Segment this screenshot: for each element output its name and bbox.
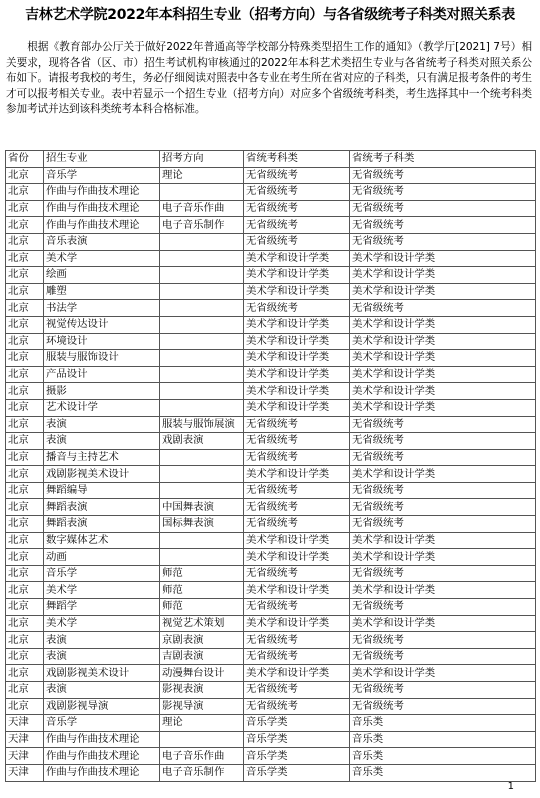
cell-province: 北京 <box>6 316 44 333</box>
table-row <box>6 549 536 566</box>
cell-direction: 电子音乐作曲 <box>160 200 244 217</box>
cell-direction: 动漫舞台设计 <box>160 665 244 682</box>
cell-province: 北京 <box>6 466 44 483</box>
cell-direction: 师范 <box>160 599 244 616</box>
cell-direction: 电子音乐作曲 <box>160 748 244 765</box>
table-row <box>6 316 536 333</box>
table-row <box>6 748 536 765</box>
cell-major: 视觉传达设计 <box>44 316 160 333</box>
cell-direction <box>160 350 244 367</box>
cell-major: 动画 <box>44 549 160 566</box>
cell-exam-category: 美术学和设计学类 <box>244 466 350 483</box>
cell-major: 作曲与作曲技术理论 <box>44 764 160 781</box>
table-row <box>6 267 536 284</box>
cell-direction: 理论 <box>160 167 244 184</box>
cell-province: 北京 <box>6 632 44 649</box>
cell-exam-subcategory: 美术学和设计学类 <box>350 333 536 350</box>
table-row <box>6 217 536 234</box>
cell-exam-subcategory: 无省级统考 <box>350 516 536 533</box>
table-header-row <box>6 151 536 168</box>
table-row <box>6 250 536 267</box>
cell-province: 北京 <box>6 416 44 433</box>
table-row <box>6 466 536 483</box>
cell-direction: 京剧表演 <box>160 632 244 649</box>
table-row <box>6 399 536 416</box>
table-row <box>6 233 536 250</box>
cell-province: 北京 <box>6 615 44 632</box>
cell-exam-category: 美术学和设计学类 <box>244 366 350 383</box>
table-row <box>6 333 536 350</box>
cell-exam-subcategory: 美术学和设计学类 <box>350 366 536 383</box>
cell-direction <box>160 399 244 416</box>
cell-major: 音乐学 <box>44 715 160 732</box>
cell-exam-subcategory: 美术学和设计学类 <box>350 532 536 549</box>
table-row <box>6 184 536 201</box>
cell-province: 北京 <box>6 300 44 317</box>
cell-exam-subcategory: 无省级统考 <box>350 482 536 499</box>
cell-province: 天津 <box>6 715 44 732</box>
cell-direction: 电子音乐制作 <box>160 764 244 781</box>
cell-major: 表演 <box>44 648 160 665</box>
cell-major: 表演 <box>44 632 160 649</box>
cell-exam-subcategory: 美术学和设计学类 <box>350 582 536 599</box>
cell-direction <box>160 333 244 350</box>
cell-exam-category: 无省级统考 <box>244 632 350 649</box>
cell-direction <box>160 482 244 499</box>
cell-exam-subcategory: 美术学和设计学类 <box>350 615 536 632</box>
cell-exam-category: 美术学和设计学类 <box>244 582 350 599</box>
cell-exam-category: 无省级统考 <box>244 217 350 234</box>
cell-major: 书法学 <box>44 300 160 317</box>
cell-province: 北京 <box>6 665 44 682</box>
table-row <box>6 283 536 300</box>
cell-major: 舞蹈编导 <box>44 482 160 499</box>
cell-exam-category: 无省级统考 <box>244 698 350 715</box>
cell-province: 北京 <box>6 532 44 549</box>
cell-exam-category: 音乐学类 <box>244 764 350 781</box>
cell-province: 北京 <box>6 233 44 250</box>
cell-direction <box>160 532 244 549</box>
cell-province: 北京 <box>6 333 44 350</box>
cell-province: 北京 <box>6 582 44 599</box>
cell-major: 环境设计 <box>44 333 160 350</box>
page-number: 1 <box>507 781 514 792</box>
cell-province: 北京 <box>6 167 44 184</box>
cell-exam-category: 无省级统考 <box>244 449 350 466</box>
cell-exam-category: 无省级统考 <box>244 200 350 217</box>
cell-major: 舞蹈表演 <box>44 516 160 533</box>
cell-exam-category: 美术学和设计学类 <box>244 399 350 416</box>
cell-exam-category: 无省级统考 <box>244 433 350 450</box>
cell-province: 北京 <box>6 499 44 516</box>
cell-exam-subcategory: 无省级统考 <box>350 565 536 582</box>
cell-major: 音乐学 <box>44 565 160 582</box>
intro-paragraph: 根据《教育部办公厅关于做好2022年普通高等学校部分特殊类型招生工作的通知》（教学厅[2021] 7号）相关要求，现将各省（区、市）招生考试机构审核通过的2022年本科艺术类招生专业与各省统考子科类对照关系公布如下。请报考我校的考生，务必仔细阅读对照表中各专业在考生所在省对应的子科类，只有满足报考条件的考生才可以报考相关专业。表中若显示一个招生专业（招考方向）对应多个省级统考科类，考生选择其中一个统考科类参加考试并达到该科类统考本科合格标准。 <box>6 41 532 116</box>
cell-exam-subcategory: 音乐类 <box>350 731 536 748</box>
cell-exam-category: 无省级统考 <box>244 300 350 317</box>
cell-direction <box>160 316 244 333</box>
cell-province: 北京 <box>6 599 44 616</box>
cell-exam-subcategory: 无省级统考 <box>350 416 536 433</box>
table-row <box>6 482 536 499</box>
cell-major: 美术学 <box>44 615 160 632</box>
table-row <box>6 383 536 400</box>
table-row <box>6 682 536 699</box>
cell-major: 产品设计 <box>44 366 160 383</box>
cell-province: 北京 <box>6 283 44 300</box>
cell-major: 舞蹈学 <box>44 599 160 616</box>
table-row <box>6 632 536 649</box>
cell-province: 北京 <box>6 549 44 566</box>
cell-exam-category: 音乐学类 <box>244 715 350 732</box>
cell-major: 数字媒体艺术 <box>44 532 160 549</box>
cell-exam-category: 美术学和设计学类 <box>244 532 350 549</box>
cell-province: 北京 <box>6 350 44 367</box>
table-row <box>6 599 536 616</box>
cell-exam-subcategory: 音乐类 <box>350 748 536 765</box>
cell-exam-subcategory: 无省级统考 <box>350 184 536 201</box>
cell-direction: 电子音乐制作 <box>160 217 244 234</box>
cell-exam-subcategory: 音乐类 <box>350 715 536 732</box>
cell-direction: 影视表演 <box>160 682 244 699</box>
cell-province: 北京 <box>6 682 44 699</box>
cell-province: 北京 <box>6 250 44 267</box>
table-row <box>6 731 536 748</box>
cell-exam-subcategory: 无省级统考 <box>350 698 536 715</box>
cell-province: 北京 <box>6 267 44 284</box>
cell-exam-subcategory: 美术学和设计学类 <box>350 665 536 682</box>
cell-exam-category: 音乐学类 <box>244 748 350 765</box>
table-row <box>6 200 536 217</box>
header-exam-category: 省统考科类 <box>244 151 350 168</box>
cell-exam-category: 无省级统考 <box>244 167 350 184</box>
cell-direction: 吉剧表演 <box>160 648 244 665</box>
cell-exam-category: 美术学和设计学类 <box>244 333 350 350</box>
cell-major: 艺术设计学 <box>44 399 160 416</box>
cell-exam-subcategory: 美术学和设计学类 <box>350 250 536 267</box>
table-row <box>6 582 536 599</box>
cell-direction <box>160 549 244 566</box>
cell-exam-category: 美术学和设计学类 <box>244 615 350 632</box>
cell-exam-subcategory: 无省级统考 <box>350 433 536 450</box>
table-row <box>6 449 536 466</box>
cell-province: 北京 <box>6 565 44 582</box>
cell-direction <box>160 731 244 748</box>
cell-province: 北京 <box>6 648 44 665</box>
cell-major: 作曲与作曲技术理论 <box>44 217 160 234</box>
cell-major: 表演 <box>44 416 160 433</box>
cell-direction: 师范 <box>160 582 244 599</box>
table-row <box>6 615 536 632</box>
cell-exam-category: 无省级统考 <box>244 499 350 516</box>
cell-exam-category: 美术学和设计学类 <box>244 665 350 682</box>
cell-direction <box>160 466 244 483</box>
cell-direction: 国标舞表演 <box>160 516 244 533</box>
cell-exam-subcategory: 无省级统考 <box>350 648 536 665</box>
cell-province: 北京 <box>6 433 44 450</box>
cell-major: 舞蹈表演 <box>44 499 160 516</box>
table-row <box>6 167 536 184</box>
cell-exam-subcategory: 美术学和设计学类 <box>350 350 536 367</box>
cell-exam-subcategory: 无省级统考 <box>350 233 536 250</box>
cell-direction: 师范 <box>160 565 244 582</box>
table-row <box>6 698 536 715</box>
cell-exam-category: 美术学和设计学类 <box>244 316 350 333</box>
cell-exam-subcategory: 无省级统考 <box>350 167 536 184</box>
cell-exam-category: 无省级统考 <box>244 682 350 699</box>
cell-exam-category: 无省级统考 <box>244 482 350 499</box>
cell-exam-subcategory: 无省级统考 <box>350 599 536 616</box>
cell-major: 作曲与作曲技术理论 <box>44 731 160 748</box>
header-exam-subcategory: 省统考子科类 <box>350 151 536 168</box>
cell-exam-category: 美术学和设计学类 <box>244 267 350 284</box>
cell-exam-subcategory: 美术学和设计学类 <box>350 549 536 566</box>
cell-exam-category: 美术学和设计学类 <box>244 549 350 566</box>
cell-province: 北京 <box>6 516 44 533</box>
cell-exam-category: 美术学和设计学类 <box>244 283 350 300</box>
cell-exam-category: 无省级统考 <box>244 516 350 533</box>
cell-exam-category: 无省级统考 <box>244 648 350 665</box>
cell-major: 音乐表演 <box>44 233 160 250</box>
cell-direction <box>160 366 244 383</box>
cell-province: 北京 <box>6 399 44 416</box>
table-row <box>6 350 536 367</box>
cell-exam-subcategory: 无省级统考 <box>350 449 536 466</box>
cell-major: 表演 <box>44 682 160 699</box>
cell-major: 美术学 <box>44 250 160 267</box>
cell-direction: 理论 <box>160 715 244 732</box>
cell-major: 作曲与作曲技术理论 <box>44 184 160 201</box>
cell-major: 摄影 <box>44 383 160 400</box>
cell-exam-category: 美术学和设计学类 <box>244 350 350 367</box>
cell-province: 北京 <box>6 366 44 383</box>
cell-direction <box>160 383 244 400</box>
table-row <box>6 366 536 383</box>
header-major: 招生专业 <box>44 151 160 168</box>
cell-exam-category: 无省级统考 <box>244 184 350 201</box>
table-row <box>6 764 536 781</box>
cell-exam-subcategory: 无省级统考 <box>350 499 536 516</box>
cell-major: 戏剧影视美术设计 <box>44 466 160 483</box>
table-row <box>6 665 536 682</box>
cell-province: 北京 <box>6 184 44 201</box>
cell-direction <box>160 283 244 300</box>
cell-direction <box>160 300 244 317</box>
cell-major: 表演 <box>44 433 160 450</box>
cell-province: 北京 <box>6 200 44 217</box>
cell-exam-category: 美术学和设计学类 <box>244 250 350 267</box>
page-title: 吉林艺术学院2022年本科招生专业（招考方向）与各省级统考子科类对照关系表 <box>25 7 515 23</box>
cell-direction: 中国舞表演 <box>160 499 244 516</box>
table-row <box>6 433 536 450</box>
cell-province: 天津 <box>6 731 44 748</box>
cell-province: 北京 <box>6 383 44 400</box>
cell-exam-category: 无省级统考 <box>244 233 350 250</box>
cell-exam-subcategory: 无省级统考 <box>350 217 536 234</box>
cell-major: 戏剧影视美术设计 <box>44 665 160 682</box>
cell-province: 北京 <box>6 217 44 234</box>
cell-direction <box>160 184 244 201</box>
cell-exam-category: 无省级统考 <box>244 565 350 582</box>
cell-major: 作曲与作曲技术理论 <box>44 748 160 765</box>
table-row <box>6 565 536 582</box>
cell-exam-subcategory: 美术学和设计学类 <box>350 383 536 400</box>
cell-major: 服装与服饰设计 <box>44 350 160 367</box>
cell-province: 北京 <box>6 449 44 466</box>
table-row <box>6 300 536 317</box>
cell-direction: 影视导演 <box>160 698 244 715</box>
cell-major: 播音与主持艺术 <box>44 449 160 466</box>
cell-exam-subcategory: 无省级统考 <box>350 682 536 699</box>
cell-exam-subcategory: 美术学和设计学类 <box>350 283 536 300</box>
cell-major: 戏剧影视导演 <box>44 698 160 715</box>
cell-direction <box>160 449 244 466</box>
cell-exam-subcategory: 音乐类 <box>350 764 536 781</box>
cell-major: 作曲与作曲技术理论 <box>44 200 160 217</box>
cell-exam-subcategory: 美术学和设计学类 <box>350 267 536 284</box>
table-row <box>6 416 536 433</box>
cell-direction: 视觉艺术策划 <box>160 615 244 632</box>
cell-exam-category: 音乐学类 <box>244 731 350 748</box>
header-direction: 招考方向 <box>160 151 244 168</box>
mapping-table <box>5 150 536 782</box>
cell-exam-subcategory: 美术学和设计学类 <box>350 466 536 483</box>
table-row <box>6 516 536 533</box>
cell-direction <box>160 267 244 284</box>
cell-major: 音乐学 <box>44 167 160 184</box>
cell-exam-subcategory: 无省级统考 <box>350 632 536 649</box>
table-row <box>6 715 536 732</box>
cell-exam-subcategory: 美术学和设计学类 <box>350 399 536 416</box>
cell-direction <box>160 233 244 250</box>
cell-direction: 戏剧表演 <box>160 433 244 450</box>
cell-exam-category: 美术学和设计学类 <box>244 383 350 400</box>
cell-exam-category: 无省级统考 <box>244 416 350 433</box>
cell-major: 绘画 <box>44 267 160 284</box>
cell-direction <box>160 250 244 267</box>
cell-exam-subcategory: 无省级统考 <box>350 200 536 217</box>
header-province: 省份 <box>6 151 44 168</box>
table-body <box>6 167 536 781</box>
cell-major: 美术学 <box>44 582 160 599</box>
cell-major: 雕塑 <box>44 283 160 300</box>
table-row <box>6 532 536 549</box>
table-row <box>6 648 536 665</box>
cell-province: 北京 <box>6 698 44 715</box>
table-row <box>6 499 536 516</box>
cell-province: 天津 <box>6 764 44 781</box>
cell-exam-subcategory: 美术学和设计学类 <box>350 316 536 333</box>
cell-exam-subcategory: 无省级统考 <box>350 300 536 317</box>
cell-exam-category: 无省级统考 <box>244 599 350 616</box>
cell-direction: 服装与服饰展演 <box>160 416 244 433</box>
cell-province: 北京 <box>6 482 44 499</box>
cell-province: 天津 <box>6 748 44 765</box>
